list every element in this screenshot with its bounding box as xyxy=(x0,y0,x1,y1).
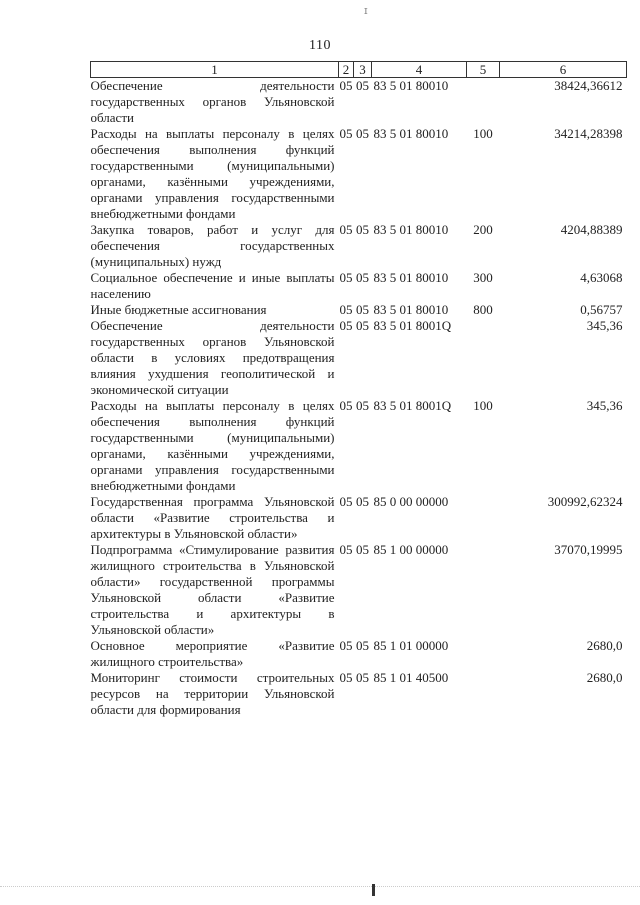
row-pr: 05 xyxy=(356,222,369,237)
row-vr xyxy=(467,318,500,398)
row-pr: 05 xyxy=(356,542,369,557)
row-vr xyxy=(467,494,500,542)
table-row xyxy=(91,270,627,302)
row-vr xyxy=(467,670,500,718)
row-rz: 05 xyxy=(339,270,353,285)
row-amount: 300992,62324 xyxy=(547,494,623,509)
table-row xyxy=(91,302,627,318)
row-amount: 34214,28398 xyxy=(554,126,623,141)
row-name: Основное мероприятие «Развитие жилищного строительства» xyxy=(90,638,335,669)
row-vr: 300 xyxy=(473,270,493,285)
row-amount: 4204,88389 xyxy=(560,222,623,237)
row-rz: 05 xyxy=(339,126,353,141)
row-rz: 05 xyxy=(339,638,353,653)
row-pr: 05 xyxy=(356,398,369,413)
row-name: Государственная программа Ульяновской области «Развитие строительства и архитектуры в Ульяновской области» xyxy=(90,494,335,541)
row-amount: 0,56757 xyxy=(580,302,623,317)
row-amount: 345,36 xyxy=(586,398,623,413)
row-rz: 05 xyxy=(339,318,353,333)
row-vr: 200 xyxy=(473,222,493,237)
row-csr: 83 5 01 80010 xyxy=(373,302,449,317)
row-rz: 05 xyxy=(339,222,353,237)
table-row xyxy=(91,638,627,670)
row-name: Мониторинг стоимости строительных ресурсов на территории Ульяновской области для формирования xyxy=(90,670,335,717)
row-pr: 05 xyxy=(356,78,369,93)
page-number: 110 xyxy=(309,38,331,53)
row-vr xyxy=(467,542,500,638)
row-csr: 83 5 01 80010 xyxy=(373,270,449,285)
row-amount: 37070,19995 xyxy=(554,542,623,557)
row-pr: 05 xyxy=(356,494,369,509)
row-name: Закупка товаров, работ и услуг для обеспечения государственных (муниципальных) нужд xyxy=(90,222,335,269)
table-row xyxy=(91,670,627,718)
table-row xyxy=(91,542,627,638)
row-vr: 800 xyxy=(473,302,493,317)
table-row xyxy=(91,126,627,222)
row-rz: 05 xyxy=(339,670,353,685)
row-csr: 85 1 01 40500 xyxy=(373,670,449,685)
scan-mark-bottom xyxy=(372,884,375,896)
row-csr: 85 0 00 00000 xyxy=(373,494,449,509)
row-vr: 100 xyxy=(473,398,493,413)
row-amount: 4,63068 xyxy=(580,270,623,285)
header-col-1: 1 xyxy=(91,62,339,78)
row-csr: 85 1 00 00000 xyxy=(373,542,449,557)
header-col-2: 2 xyxy=(339,62,354,78)
row-vr xyxy=(467,78,500,127)
row-pr: 05 xyxy=(356,638,369,653)
header-col-5: 5 xyxy=(467,62,500,78)
row-amount: 2680,0 xyxy=(586,638,623,653)
row-amount: 38424,36612 xyxy=(554,78,623,93)
row-csr: 85 1 01 00000 xyxy=(373,638,449,653)
row-name: Подпрограмма «Стимулирование развития жилищного строительства в Ульяновской области» государственной программы Ульяновской области «Развитие строительства и архитектуры в Ульяновской области» xyxy=(90,542,335,637)
row-amount: 2680,0 xyxy=(586,670,623,685)
scan-mark: ɪ xyxy=(364,4,368,17)
row-pr: 05 xyxy=(356,670,369,685)
row-csr: 83 5 01 8001Q xyxy=(373,318,452,333)
row-csr: 83 5 01 80010 xyxy=(373,126,449,141)
row-name: Расходы на выплаты персоналу в целях обеспечения выполнения функций государственными (муниципальными) органами, казёнными учреждениями, органами управления государственными внебюджетными фондами xyxy=(90,126,335,221)
row-pr: 05 xyxy=(356,126,369,141)
row-rz: 05 xyxy=(339,78,353,93)
row-csr: 83 5 01 80010 xyxy=(373,222,449,237)
table-row xyxy=(91,494,627,542)
row-rz: 05 xyxy=(339,398,353,413)
table-header-row xyxy=(91,62,627,78)
row-vr xyxy=(467,638,500,670)
scan-edge-line xyxy=(0,886,640,888)
row-pr: 05 xyxy=(356,318,369,333)
row-rz: 05 xyxy=(339,494,353,509)
header-col-4: 4 xyxy=(372,62,467,78)
row-amount: 345,36 xyxy=(586,318,623,333)
table-row xyxy=(91,222,627,270)
budget-table xyxy=(90,61,627,718)
row-name: Обеспечение деятельности государственных органов Ульяновской области в условиях предотвращения влияния ухудшения геополитической и экономической ситуации xyxy=(90,318,335,397)
table-row xyxy=(91,318,627,398)
header-col-3: 3 xyxy=(354,62,372,78)
row-name: Социальное обеспечение и иные выплаты населению xyxy=(90,270,335,301)
row-rz: 05 xyxy=(339,542,353,557)
table-row xyxy=(91,78,627,127)
row-csr: 83 5 01 8001Q xyxy=(373,398,452,413)
row-pr: 05 xyxy=(356,302,369,317)
row-csr: 83 5 01 80010 xyxy=(373,78,449,93)
row-rz: 05 xyxy=(339,302,353,317)
table-row xyxy=(91,398,627,494)
header-col-6: 6 xyxy=(500,62,627,78)
row-vr: 100 xyxy=(473,126,493,141)
row-name: Обеспечение деятельности государственных органов Ульяновской области xyxy=(90,78,335,125)
row-name: Иные бюджетные ассигнования xyxy=(90,302,267,317)
row-pr: 05 xyxy=(356,270,369,285)
row-name: Расходы на выплаты персоналу в целях обеспечения выполнения функций государственными (муниципальными) органами, казёнными учреждениями, органами управления государственными внебюджетными фондами xyxy=(90,398,335,493)
